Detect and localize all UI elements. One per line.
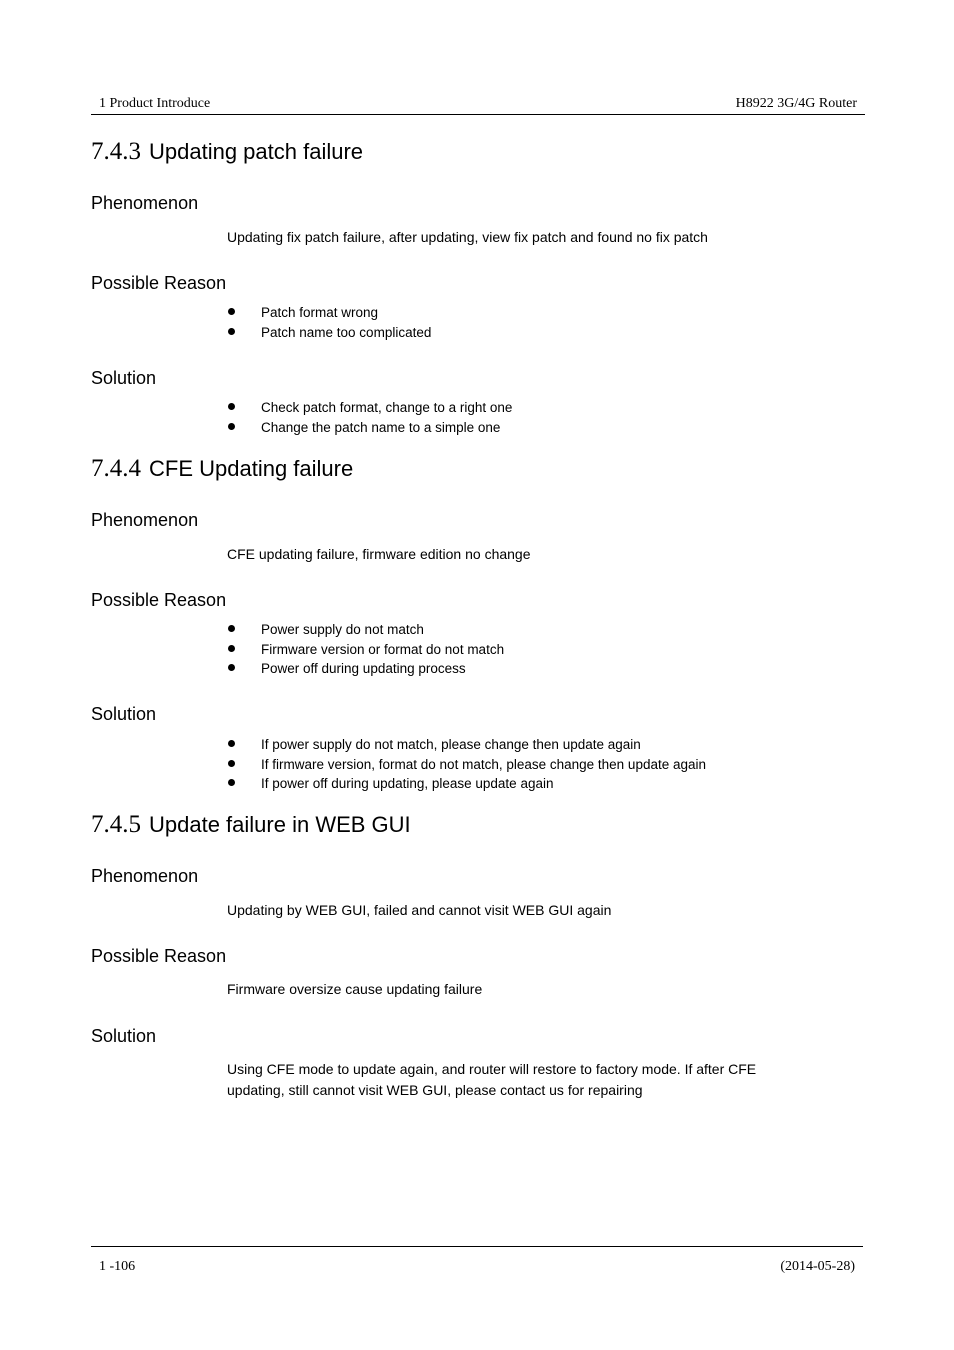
list-item: Patch format wrong bbox=[227, 303, 431, 323]
solution-list bbox=[227, 398, 512, 437]
phenomenon-text: Updating fix patch failure, after updating, view fix patch and found no fix patch bbox=[227, 229, 708, 245]
list-item: Patch name too complicated bbox=[227, 323, 431, 343]
list-item: Change the patch name to a simple one bbox=[227, 418, 512, 438]
page-footer bbox=[91, 1246, 863, 1274]
section-heading-7-4-3 bbox=[91, 138, 363, 166]
header-chapter: 1 Product Introduce bbox=[99, 96, 211, 111]
possible-reason-heading: Possible Reason bbox=[91, 590, 227, 610]
section-number: 7.4.3 bbox=[91, 138, 141, 165]
header-product: H8922 3G/4G Router bbox=[735, 96, 857, 111]
possible-reason-heading: Possible Reason bbox=[91, 946, 227, 966]
section-number: 7.4.5 bbox=[91, 811, 141, 838]
solution-heading: Solution bbox=[91, 368, 157, 388]
section-heading-7-4-5 bbox=[91, 811, 411, 839]
list-item: Firmware version or format do not match bbox=[227, 640, 504, 660]
list-item: If power supply do not match, please change then update again bbox=[227, 735, 706, 755]
section-title: CFE Updating failure bbox=[149, 456, 354, 481]
reason-list bbox=[227, 620, 504, 679]
page-header bbox=[91, 95, 865, 115]
phenomenon-heading: Phenomenon bbox=[91, 866, 199, 886]
list-item: Power supply do not match bbox=[227, 620, 504, 640]
phenomenon-text: Updating by WEB GUI, failed and cannot visit WEB GUI again bbox=[227, 902, 612, 918]
reason-list bbox=[227, 303, 431, 342]
list-item: If firmware version, format do not match, please change then update again bbox=[227, 755, 706, 775]
list-item: Power off during updating process bbox=[227, 659, 504, 679]
section-title: Update failure in WEB GUI bbox=[149, 812, 411, 837]
possible-reason-heading: Possible Reason bbox=[91, 273, 227, 293]
solution-heading: Solution bbox=[91, 1026, 157, 1046]
phenomenon-heading: Phenomenon bbox=[91, 510, 199, 530]
section-heading-7-4-4 bbox=[91, 455, 353, 483]
reason-text: Firmware oversize cause updating failure bbox=[227, 981, 483, 997]
section-number: 7.4.4 bbox=[91, 455, 141, 482]
document-date: (2014-05-28) bbox=[780, 1259, 855, 1274]
phenomenon-heading: Phenomenon bbox=[91, 193, 199, 213]
solution-heading: Solution bbox=[91, 704, 157, 724]
page-number: 1 -106 bbox=[99, 1259, 136, 1274]
section-title: Updating patch failure bbox=[149, 139, 364, 164]
list-item: Check patch format, change to a right one bbox=[227, 398, 512, 418]
solution-text: Using CFE mode to update again, and router will restore to factory mode. If after CFE updating, still cannot visit WEB GUI, please contact us for repairing bbox=[227, 1061, 757, 1098]
list-item: If power off during updating, please update again bbox=[227, 774, 706, 794]
phenomenon-text: CFE updating failure, firmware edition no change bbox=[227, 546, 531, 562]
solution-list bbox=[227, 735, 706, 794]
